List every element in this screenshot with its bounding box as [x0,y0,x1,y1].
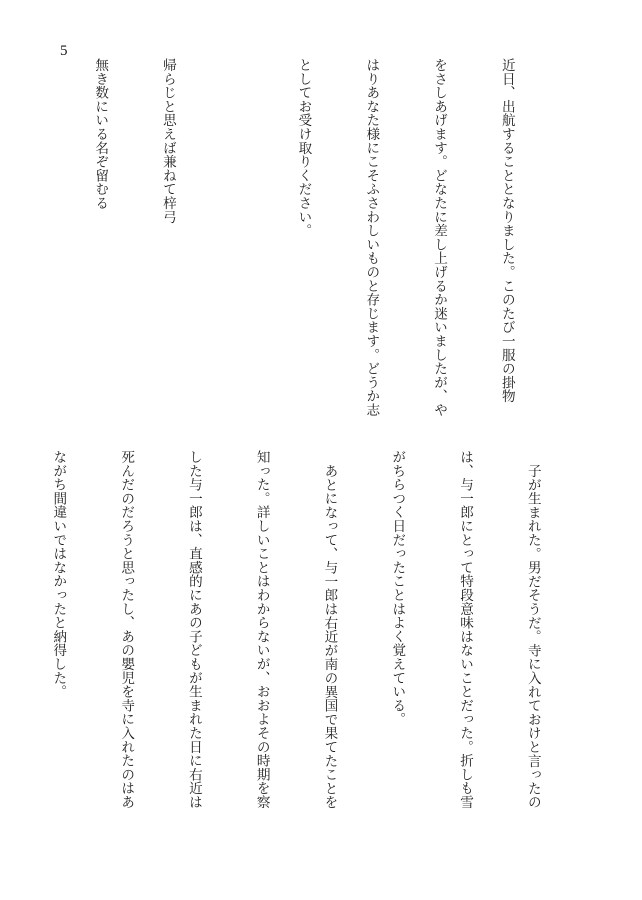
blank-line [224,58,247,448]
narrative-line: は、与一郎にとって特段意味はないことだった。折しも雪 [457,450,474,809]
narrative-line: 知った。詳しいことはわからないが、おおよその時期を察 [253,450,270,809]
narrative-text-block [29,450,589,860]
letter-line: はりあなた様にこそふさわしいものと存じます。どうか志 [363,58,380,417]
blank-line [21,58,44,448]
poem-line: 帰らじと思えば兼ねて梓弓 [159,58,176,224]
letter-line: としてお受け取りください。 [295,58,312,238]
letter-line: 近日、出航することとなりました。このたび一服の掛物 [498,58,515,403]
narrative-line: ながち間違いではなかったと納得した。 [50,450,67,699]
letter-text-block [3,58,563,448]
letter-line: をさしあげます。どなたに差し上げるか迷いましたが、や [431,58,448,417]
poem-line: 無き数にいる名ぞ留むる [92,58,109,210]
narrative-line: 子が生まれた。男だそうだ。寺に入れておけと言ったの [524,463,541,809]
narrative-line: あとになって、与一郎は右近が南の異国で果てたことを [321,463,338,809]
narrative-line: した与一郎は、直感的にあの子どもが生まれた日に右近は [185,450,202,809]
narrative-line: 死んだのだろうと思ったし、あの嬰児を寺に入れたのはあ [118,450,135,809]
page-number: 5 [60,43,68,59]
narrative-line [0,450,2,860]
narrative-line: がちらつく日だったことはよく覚えている。 [389,450,406,726]
